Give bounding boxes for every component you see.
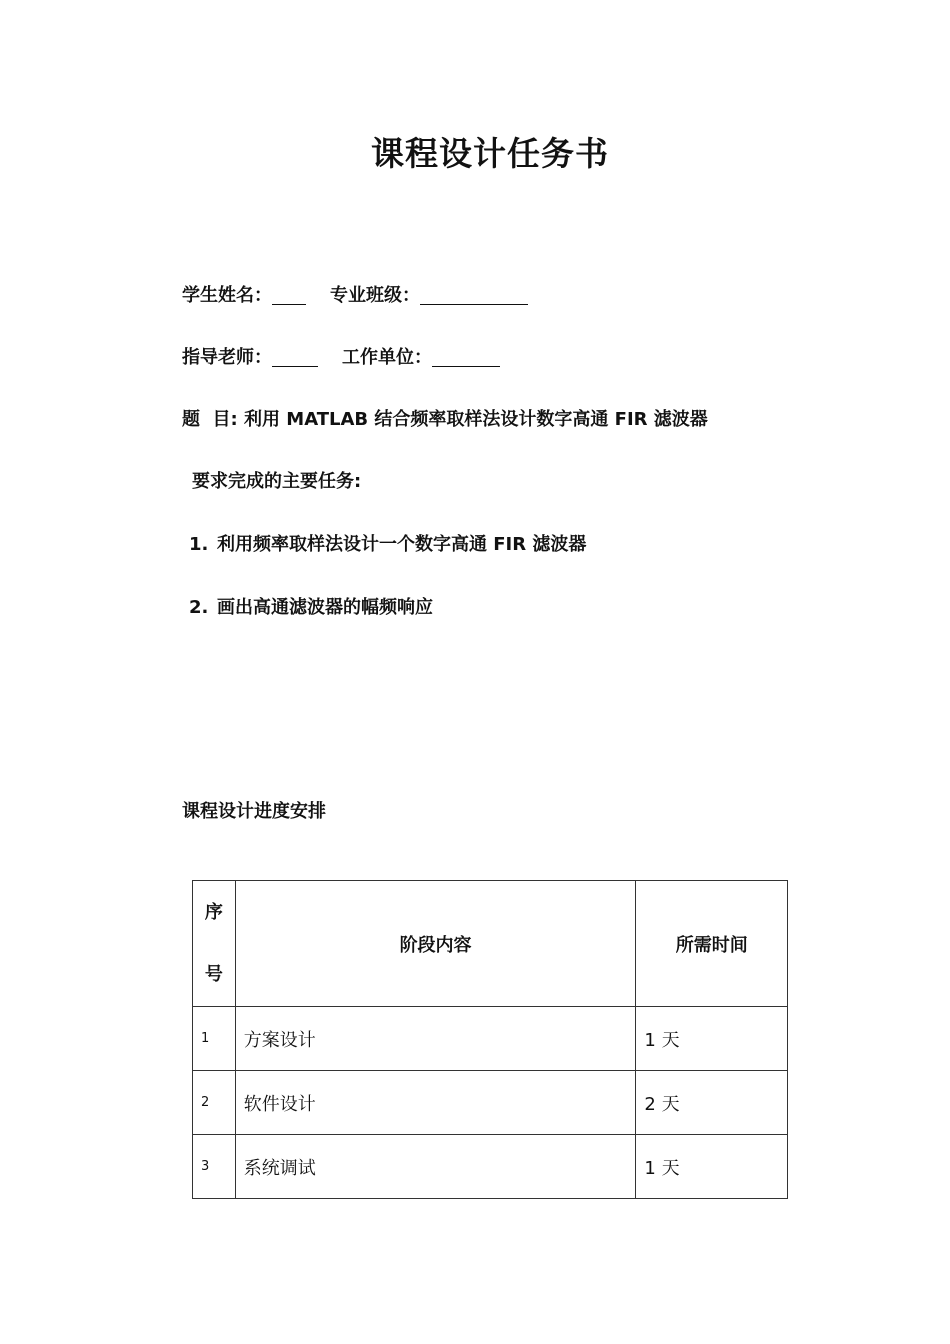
seq-header: [193, 881, 236, 1007]
advisor-label: 指导老师：: [182, 347, 272, 368]
row-content: 系统调试: [235, 1135, 636, 1199]
work-unit-blank: [432, 348, 500, 367]
advisor-info-row: [182, 343, 500, 369]
student-name-blank: [272, 286, 306, 305]
table-row: [193, 1007, 788, 1071]
document-title: 课程设计任务书: [371, 134, 609, 173]
row-index: 1: [193, 1007, 236, 1071]
requirement-text: 画出高通滤波器的幅频响应: [217, 597, 433, 618]
row-index: 2: [193, 1071, 236, 1135]
requirement-number: 1.: [189, 534, 209, 555]
topic-label: 题 目:: [182, 409, 238, 430]
seq-header-top: 序: [204, 901, 223, 923]
topic-text: 利用 MATLAB 结合频率取样法设计数字高通 FIR 滤波器: [244, 409, 708, 430]
row-index: 3: [193, 1135, 236, 1199]
requirements-heading: 要求完成的主要任务:: [192, 471, 362, 492]
requirement-number: 2.: [189, 597, 209, 618]
major-class-label: 专业班级：: [330, 285, 420, 306]
work-unit-label: 工作单位：: [342, 347, 432, 368]
table-header-row: [193, 881, 788, 1007]
seq-header-bottom: 号: [204, 963, 223, 985]
time-header: 所需时间: [636, 881, 788, 1007]
major-class-blank: [420, 286, 528, 305]
requirement-item: [189, 530, 586, 556]
student-name-label: 学生姓名：: [182, 285, 272, 306]
requirement-text: 利用频率取样法设计一个数字高通 FIR 滤波器: [217, 534, 587, 555]
row-time: 2 天: [636, 1071, 788, 1135]
table-row: [193, 1071, 788, 1135]
row-time: 1 天: [636, 1007, 788, 1071]
schedule-heading: 课程设计进度安排: [182, 801, 326, 822]
topic-row: [182, 405, 708, 431]
row-time: 1 天: [636, 1135, 788, 1199]
row-content: 软件设计: [235, 1071, 636, 1135]
table-row: [193, 1135, 788, 1199]
schedule-table: [192, 880, 788, 1199]
row-content: 方案设计: [235, 1007, 636, 1071]
student-info-row: [182, 281, 528, 307]
content-header: 阶段内容: [235, 881, 636, 1007]
requirement-item: [189, 593, 433, 619]
advisor-blank: [272, 348, 318, 367]
